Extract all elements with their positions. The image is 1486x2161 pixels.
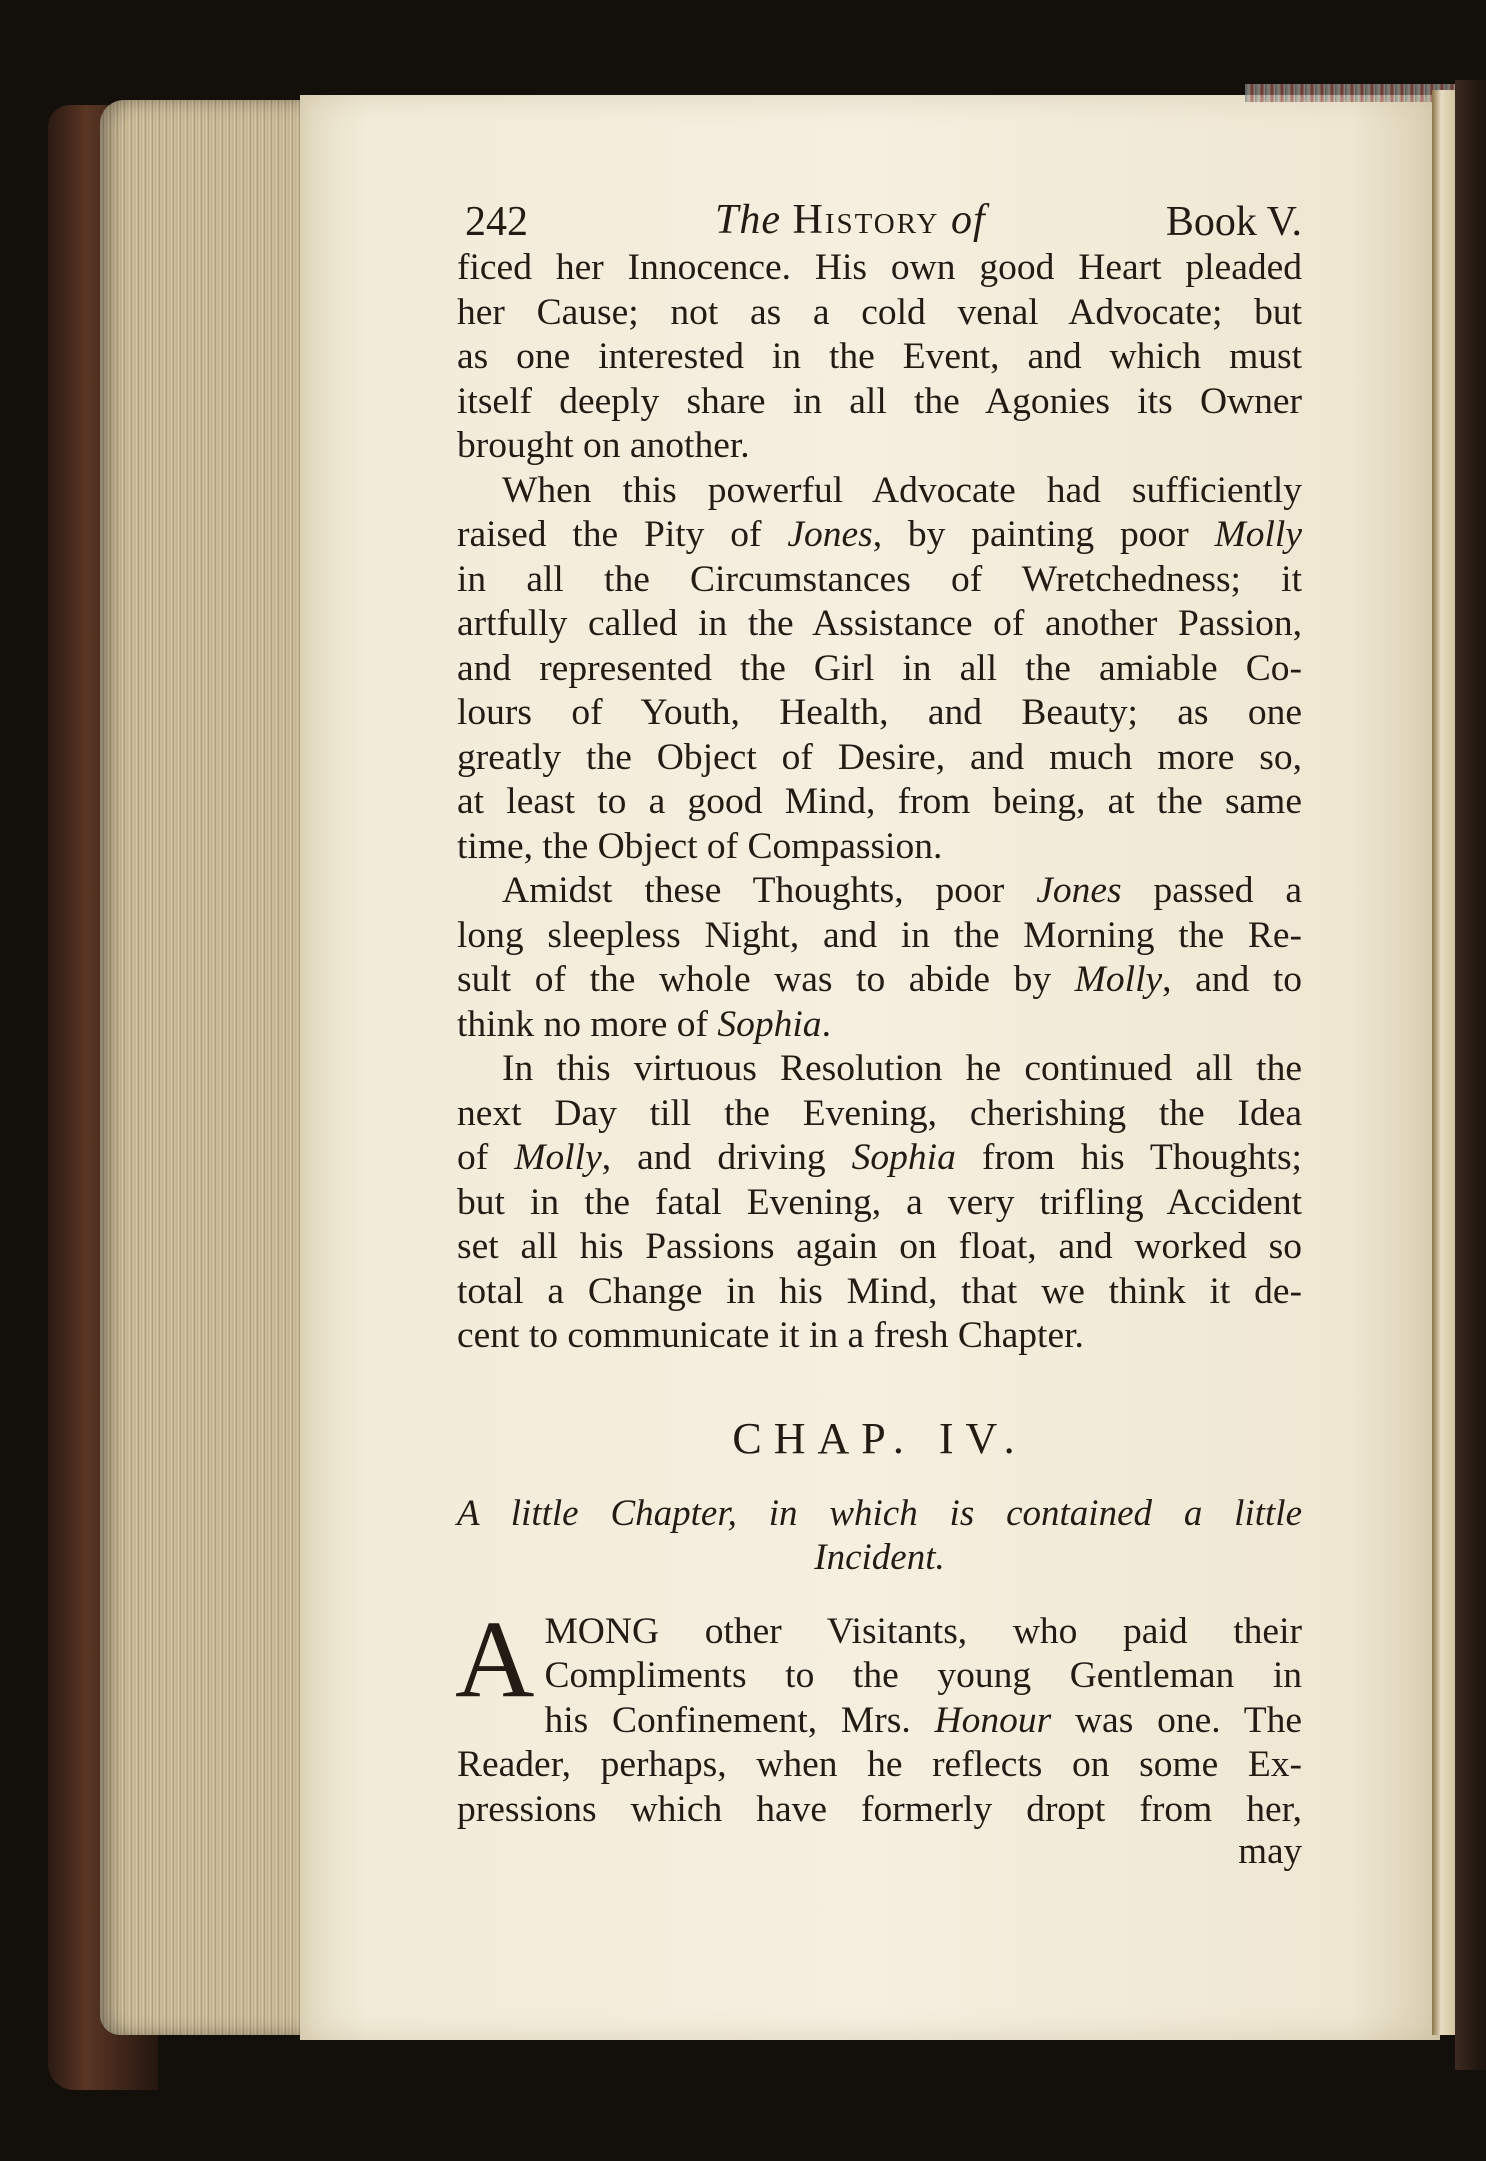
paragraph-2-line: When this powerful Advocate had sufficiently [502,469,1302,511]
chapter-paragraph-line: pressions which have formerly dropt from her, [457,1788,1302,1830]
italic-name: Honour [934,1699,1052,1741]
paragraph-4-line: of Molly, and driving Sophia from his Thoughts; [457,1137,1302,1178]
paragraph-2-line: artfully called in the Assistance of another Passion, [457,603,1302,644]
paragraph-4-line: next Day till the Evening, cherishing the Idea [457,1092,1302,1134]
paragraph-3-line: long sleepless Night, and in the Morning the Re- [457,914,1302,956]
chapter-paragraph-line: Compliments to the young Gentleman in [544,1655,1302,1696]
paragraph-2-line: raised the Pity of Jones, by painting poor Molly [457,514,1302,555]
book-cover-right [1455,80,1486,2070]
paragraph-4-line: set all his Passions again on float, and worked so [457,1226,1302,1267]
italic-name: Sophia [717,1003,822,1045]
book-reference: Book V. [1165,199,1302,245]
italic-name: Jones [1036,870,1122,911]
paragraph-2-line: and represented the Girl in all the amiable Co- [457,647,1302,689]
italic-name: Molly [514,1137,602,1178]
chapter-subtitle-line-2: Incident. [814,1536,945,1578]
paragraph-1-line: her Cause; not as a cold venal Advocate; but [457,291,1302,333]
paragraph-1-line: ficed her Innocence. His own good Heart pleaded [457,247,1302,288]
chapter-subtitle [457,1492,1302,1580]
paragraph-1-line: as one interested in the Event, and which must [457,336,1302,377]
page-text [457,190,1302,1872]
paragraph-2-line: at least to a good Mind, from being, at the same [457,781,1302,822]
chapter-heading: CHAP. IV. [732,1413,1027,1463]
paragraph-2-line: greatly the Object of Desire, and much more so, [457,736,1302,778]
catchword: may [1238,1831,1302,1872]
italic-name: Jones [787,514,873,555]
paragraph-3-line: Amidst these Thoughts, poor Jones passed a [502,870,1302,911]
chapter-paragraph-line: Reader, perhaps, when he reflects on some Ex- [457,1744,1302,1785]
paragraph-3-line: sult of the whole was to abide by Molly, and to [457,959,1302,1000]
paragraph-2-line: time, the Object of Compassion. [457,825,943,867]
drop-cap: A [455,1597,535,1720]
chapter-subtitle-line-1: A little Chapter, in which is contained a little [457,1492,1302,1534]
page-number: 242 [465,199,528,245]
paragraph-1-line: brought on another. [457,425,750,466]
chapter-opening-paragraph [455,1597,1302,1833]
italic-name: Molly [1074,959,1163,1000]
paragraph-2-line: in all the Circumstances of Wretchedness; it [457,558,1302,600]
paragraph-1-line: itself deeply share in all the Agonies its Owner [457,380,1302,422]
paragraph-4-line: In this virtuous Resolution he continued all the [502,1048,1302,1089]
paragraph-3 [457,869,1302,1047]
running-title-the: The [715,197,781,243]
paragraph-4 [457,1047,1302,1359]
running-title-of: of [950,197,986,243]
paragraph-3-line: think no more of Sophia. [457,1003,831,1045]
paragraph-2 [457,469,1302,870]
paragraph-4-line: total a Change in his Mind, that we think it de- [457,1270,1302,1312]
running-title-history: History [792,197,940,243]
paragraph-4-line: but in the fatal Evening, a very trifling Accident [457,1181,1302,1223]
chapter-paragraph-line: his Confinement, Mrs. Honour was one. The [544,1699,1302,1741]
chapter-paragraph-line: MONG other Visitants, who paid their [544,1610,1302,1652]
running-title [715,196,986,244]
page-block-edge [100,100,330,2035]
italic-name: Molly [1214,514,1302,555]
paragraph-2-line: lours of Youth, Health, and Beauty; as one [457,692,1302,733]
paragraph-4-line: cent to communicate it in a fresh Chapter. [457,1315,1084,1356]
paragraph-1 [457,246,1302,469]
running-header [457,190,1302,246]
italic-name: Sophia [851,1137,956,1178]
